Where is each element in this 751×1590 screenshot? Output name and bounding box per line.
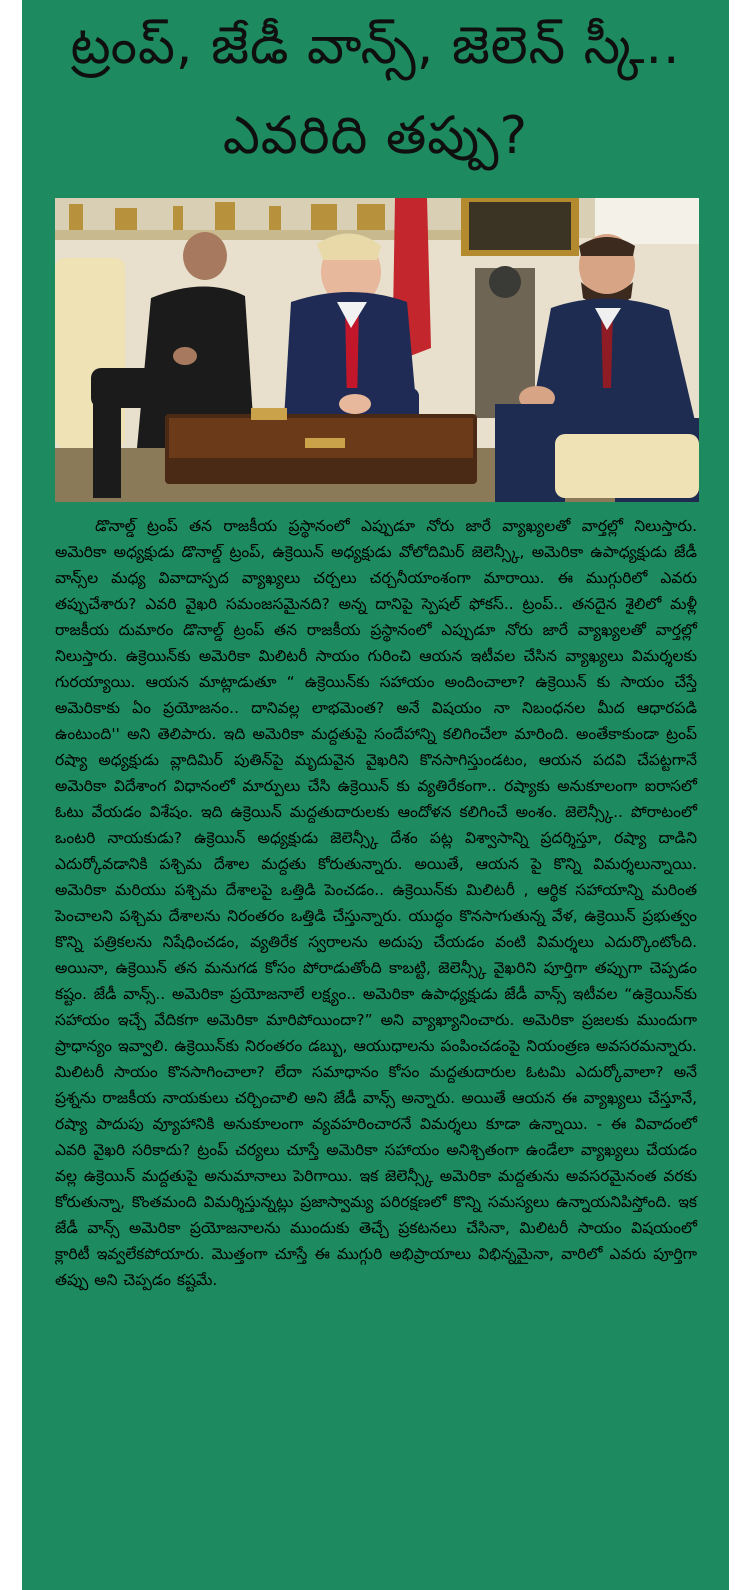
news-photo (55, 198, 699, 502)
headline-line-1: ట్రంప్, జేడీ వాన్స్, జెలెన్ స్కీ.. (70, 16, 681, 76)
article-body: డొనాల్డ్ ట్రంప్ తన రాజకీయ ప్రస్థానంలో ఎప్పుడూ నోరు జారే వ్యాఖ్యలతో వార్తల్లో నిలుస్తారు. అమెరికా అధ్యక్షుడు డొనాల్డ్ ట్రంప్, ఉక్రెయిన్ అధ్యక్షుడు వోలోదిమిర్ జెలెన్స్కీ, అమెరికా ఉపాధ్యక్షుడు జేడీ వాన్స్‌ల మధ్య వివాదాస్పద వ్యాఖ్యలు చర్చలు చర్చనీయాంశంగా మారాయి. ఈ ముగ్గురిలో ఎవరు తప్పుచేశారు? ఎవరి వైఖరి సమంజసమైనది? అన్న దానిపై స్పెషల్ ఫోకస్.. ట్రంప్.. తనదైన శైలిలో మళ్లీ రాజకీయ దుమారం డొనాల్డ్ ట్రంప్ తన రాజకీయ ప్రస్థానంలో ఎప్పుడూ నోరు జారే వ్యాఖ్యలతో వార్తల్లో నిలుస్తారు. ఉక్రెయిన్‌కు అమెరికా మిలిటరీ సాయం గురించి ఆయన ఇటీవల చేసిన వ్యాఖ్యలు విమర్శలకు గురయ్యాయి. ఆయన మాట్లాడుతూ “ ఉక్రెయిన్‌కు సహాయం అందించాలా? ఉక్రెయిన్ కు సాయం చేస్తే అమెరికాకు ఏం ప్రయోజనం.. దానివల్ల లాభమెంత? అనే విషయం నా నిబంధనల మీద ఆధారపడి ఉంటుంది'' అని తెలిపారు. ఇది అమెరికా మద్దతుపై సందేహాన్ని కలిగించేలా మారింది. అంతేకాకుండా ట్రంప్ రష్యా అధ్యక్షుడు వ్లాదిమిర్ పుతిన్‌పై మృదువైన వైఖరిని కొనసాగిస్తుండటం, ఆయన పదవి చేపట్టగానే అమెరికా విదేశాంగ విధానంలో మార్పులు చేసి ఉక్రెయిన్ కు వ్యతిరేకంగా.. రష్యాకు అనుకూలంగా ఐరాసలో ఓటు వేయడం విశేషం. ఇది ఉక్రెయిన్ మద్దతుదారులకు ఆందోళన కలిగించే అంశం. జెలెన్స్కీ.. పోరాటంలో ఒంటరి నాయకుడు? ఉక్రెయిన్ అధ్యక్షుడు జెలెన్స్కీ దేశం పట్ల విశ్వాసాన్ని ప్రదర్శిస్తూ, రష్యా దాడిని ఎదుర్కోవడానికి పశ్చిమ దేశాల మద్దతు కోరుతున్నారు. అయితే, ఆయన పై కొన్ని విమర్శలున్నాయి. అమెరికా మరియు పశ్చిమ దేశాలపై ఒత్తిడి పెంచడం.. ఉక్రెయిన్‌కు మిలిటరీ , ఆర్థిక సహాయాన్ని మరింత పెంచాలని పశ్చిమ దేశాలను నిరంతరం ఒత్తిడి చేస్తున్నారు. యుద్ధం కొనసాగుతున్న వేళ, ఉక్రెయిన్ ప్రభుత్వం కొన్ని పత్రికలను నిషేధించడం, వ్యతిరేక స్వరాలను అదుపు చేయడం వంటి విమర్శలు ఎదుర్కొంటోంది. అయినా, ఉక్రెయిన్ తన మనుగడ కోసం పోరాడుతోంది కాబట్టి, జెలెన్స్కీ వైఖరిని పూర్తిగా తప్పుగా చెప్పడం కష్టం. జేడీ వాన్స్.. అమెరికా ప్రయోజనాలే లక్ష్యం.. అమెరికా ఉపాధ్యక్షుడు జేడీ వాన్స్ ఇటీవల “ఉక్రెయిన్‌కు సహాయం ఇచ్చే వేదికగా అమెరికా మారిపోయిందా?” అని వ్యాఖ్యానించారు. అమెరికా ప్రజలకు ముందుగా ప్రాధాన్యం ఇవ్వాలి. ఉక్రెయిన్‌కు నిరంతరం డబ్బు, ఆయుధాలను పంపించడంపై నియంత్రణ అవసరమన్నారు. మిలిటరీ సాయం కొనసాగించాలా? లేదా సమాధానం కోసం మద్దతుదారుల ఓటమి ఎదుర్కోవాలా? అనే ప్రశ్నను రాజకీయ నాయకులు చర్చించాలి అని జేడీ వాన్స్ అన్నారు. అయితే ఆయన ఈ వ్యాఖ్యలు చేస్తూనే, రష్యా పాదుపు వ్యూహానికి అనుకూలంగా వ్యవహరించారనే విమర్శలు కూడా ఉన్నాయి. - ఈ వివాదంలో ఎవరి వైఖరి సరికాదు? ట్రంప్ చర్యలు చూస్తే అమెరికా సహాయం అనిశ్చితంగా ఉండేలా వ్యాఖ్యలు చేయడం వల్ల ఉక్రెయిన్ మద్దతుపై అనుమానాలు పెరిగాయి. ఇక జెలెన్స్కీ అమెరికా మద్దతును అవసరమైనంత వరకు కోరుతున్నా, కొంతమంది విమర్శిస్తున్నట్లు ప్రజాస్వామ్య పరిరక్షణలో కొన్ని సమస్యలు ఉన్నాయనిపిస్తోంది. ఇక జేడీ వాన్స్ అమెరికా ప్రయోజనాలను ముందుకు తెచ్చే ప్రకటనలు చేసినా, మిలిటరీ సాయం విషయంలో క్లారిటీ ఇవ్వలేకపోయారు. మొత్తంగా చూస్తే ఈ ముగ్గురి అభిప్రాయాలు విభిన్నమైనా, వారిలో ఎవరు పూర్తిగా తప్పు అని చెప్పడం కష్టమే. (55, 517, 697, 1289)
headline-line-2: ఎవరిది తప్పు? (222, 106, 529, 166)
oval-office-meeting-photo (55, 198, 699, 502)
